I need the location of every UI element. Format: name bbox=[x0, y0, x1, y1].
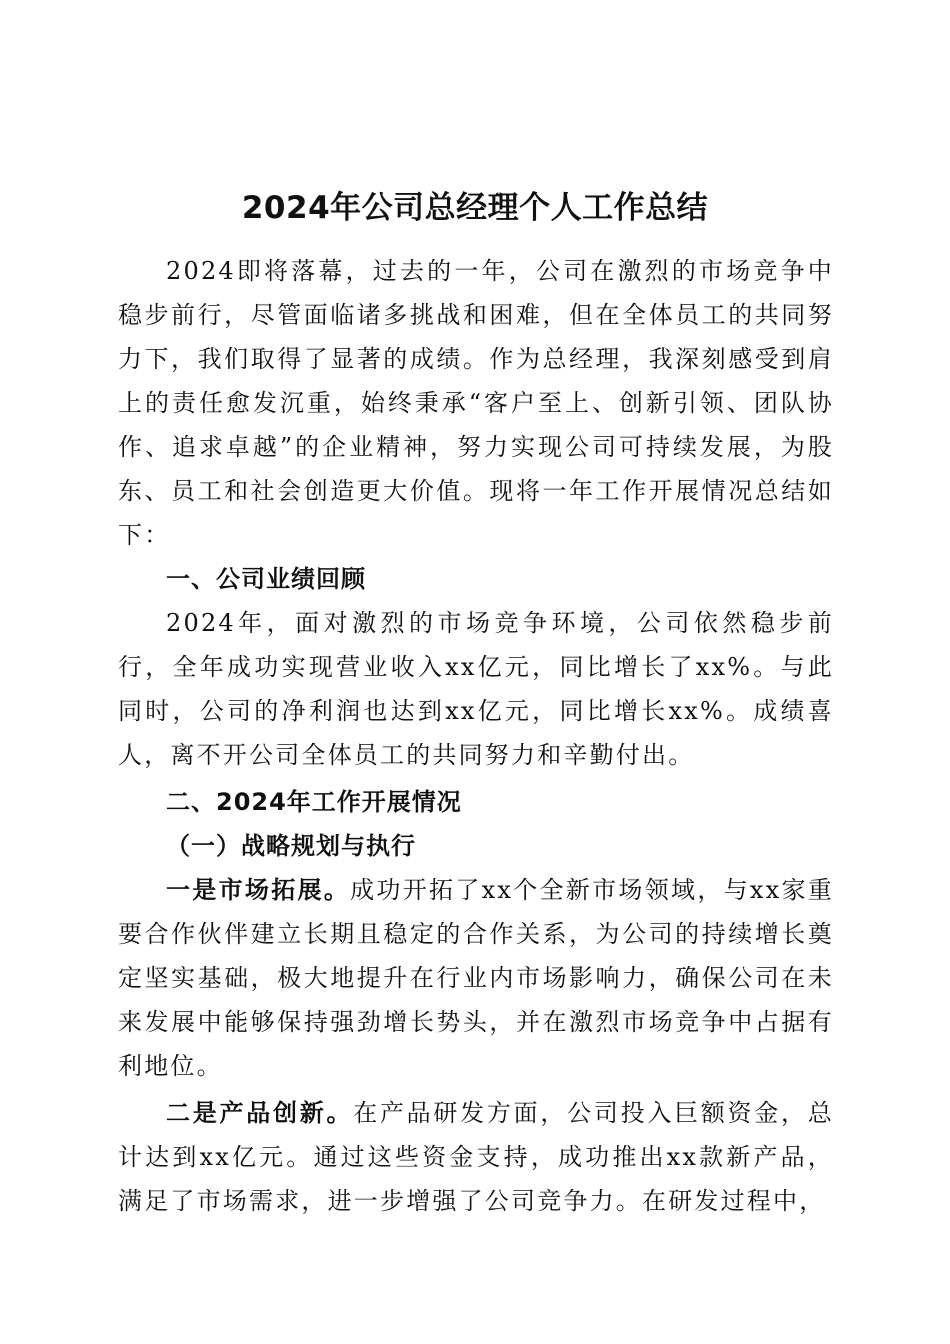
product-innovation-paragraph bbox=[118, 1091, 834, 1223]
section-heading-performance: 一、公司业绩回顾 bbox=[166, 565, 366, 593]
section-heading-work: 二、2024年工作开展情况 bbox=[166, 788, 462, 816]
performance-paragraph: 2024年，面对激烈的市场竞争环境，公司依然稳步前行，全年成功实现营业收入xx亿元，同比增长了xx%。与此同时，公司的净利润也达到xx亿元，同比增长xx%。成绩喜人，离不开公司全体员工的共同努力和辛勤付出。 bbox=[118, 609, 834, 769]
intro-paragraph: 2024即将落幕，过去的一年，公司在激烈的市场竞争中稳步前行，尽管面临诸多挑战和困难，但在全体员工的共同努力下，我们取得了显著的成绩。作为总经理，我深刻感受到肩上的责任愈发沉重，始终秉承“客户至上、创新引领、团队协作、追求卓越”的企业精神，努力实现公司可持续发展，为股东、员工和社会创造更大价值。现将一年工作开展情况总结如下： bbox=[118, 257, 834, 549]
subsection-heading-strategy: （一）战略规划与执行 bbox=[166, 832, 416, 860]
product-innovation-text: 在产品研发方面，公司投入巨额资金，总计达到xx亿元。通过这些资金支持，成功推出xx款新产品，满足了市场需求，进一步增强了公司竞争力。在研发过程中， bbox=[118, 1099, 834, 1215]
market-expansion-text: 成功开拓了xx个全新市场领域，与xx家重要合作伙伴建立长期且稳定的合作关系，为公司的持续增长奠定坚实基础，极大地提升在行业内市场影响力，确保公司在未来发展中能够保持强劲增长势头，并在激烈市场竞争中占据有利地位。 bbox=[118, 876, 835, 1080]
document-body bbox=[118, 249, 834, 1223]
market-expansion-paragraph bbox=[118, 868, 834, 1088]
document-title: 2024年公司总经理个人工作总结 bbox=[241, 190, 709, 226]
market-expansion-lead: 一是市场拓展。 bbox=[166, 876, 351, 904]
product-innovation-lead: 二是产品创新。 bbox=[166, 1099, 354, 1127]
